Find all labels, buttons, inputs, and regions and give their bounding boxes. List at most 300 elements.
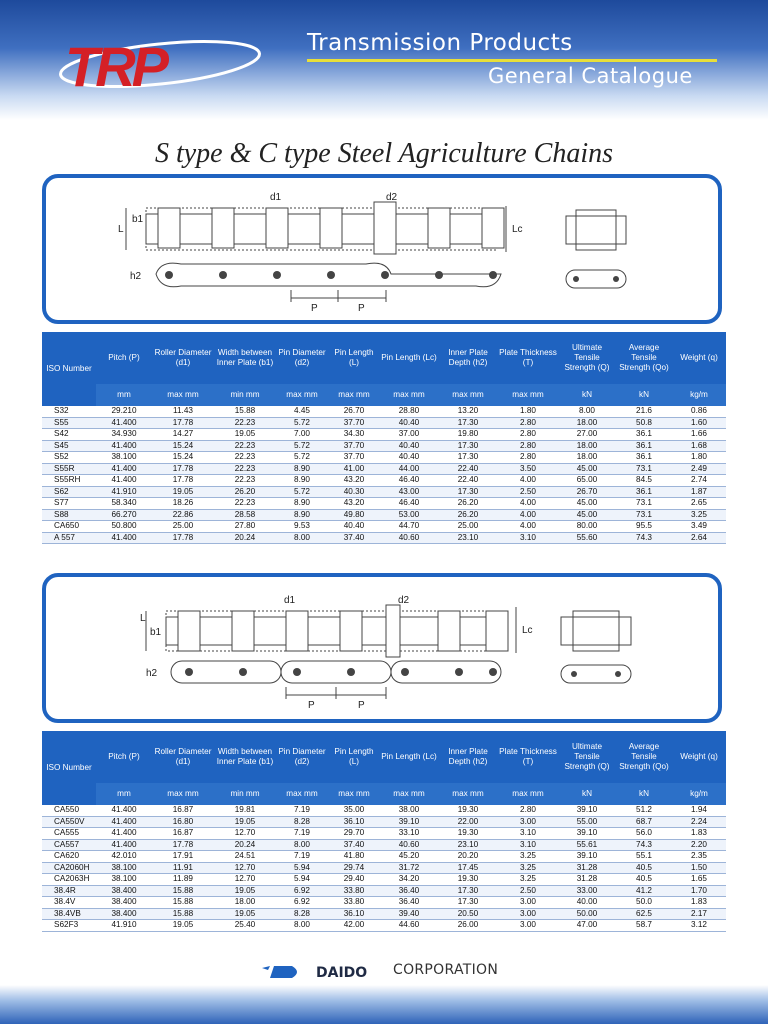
table-cell: 36.1 (616, 486, 672, 498)
col-inner: Inner Plate Depth (h2) (438, 731, 498, 783)
table-cell: 73.1 (616, 498, 672, 510)
label-d2: d2 (398, 595, 410, 606)
col-pitch: Pitch (P) (96, 332, 152, 384)
iso-number-cell: S55 (42, 417, 96, 429)
c-type-chain-drawing (46, 577, 722, 723)
col-plate: Plate Thickness (T) (498, 332, 558, 384)
table-cell: 8.90 (276, 475, 328, 487)
col-roller: Roller Diameter (d1) (152, 332, 214, 384)
iso-number-cell: S62 (42, 486, 96, 498)
table-cell: 38.400 (96, 897, 152, 909)
table-cell: 45.20 (380, 851, 438, 863)
footer-brand: DAIDO (316, 965, 368, 981)
table-cell: 50.8 (616, 417, 672, 429)
table-cell: 2.65 (672, 498, 726, 510)
table-cell: 19.05 (214, 429, 276, 441)
col-width: Width between Inner Plate (b1) (214, 731, 276, 783)
table-cell: 8.00 (276, 839, 328, 851)
table-cell: 12.70 (214, 828, 276, 840)
label-d1: d1 (270, 192, 282, 203)
table-cell: 40.40 (380, 440, 438, 452)
table-cell: 35.00 (328, 805, 380, 816)
table-cell: 3.00 (498, 908, 558, 920)
table-cell: 31.28 (558, 874, 616, 886)
table-cell: 38.100 (96, 862, 152, 874)
table-cell: 4.00 (498, 509, 558, 521)
table-cell: 47.00 (558, 920, 616, 932)
table-cell: 5.94 (276, 862, 328, 874)
label-l: L (118, 224, 124, 235)
table-cell: 41.400 (96, 828, 152, 840)
unit-cell: max mm (498, 783, 558, 805)
table-cell: 41.400 (96, 805, 152, 816)
table-cell: 17.78 (152, 417, 214, 429)
table-cell: 14.27 (152, 429, 214, 441)
table-cell: 36.40 (380, 897, 438, 909)
table-cell: 2.17 (672, 908, 726, 920)
table-cell: 17.78 (152, 463, 214, 475)
table-cell: 38.400 (96, 885, 152, 897)
table-cell: 18.00 (214, 897, 276, 909)
unit-cell: min mm (214, 384, 276, 406)
iso-number-cell: S55R (42, 463, 96, 475)
table-cell: 37.00 (380, 429, 438, 441)
table-cell: 15.88 (214, 406, 276, 417)
table-cell: 27.80 (214, 521, 276, 533)
table-cell: 22.23 (214, 440, 276, 452)
table-cell: 65.00 (558, 475, 616, 487)
table-cell: 1.50 (672, 862, 726, 874)
table-cell: 26.20 (438, 509, 498, 521)
page-title: S type & C type Steel Agriculture Chains (154, 138, 614, 169)
table-cell: 8.28 (276, 908, 328, 920)
table-cell: 3.49 (672, 521, 726, 533)
label-h2: h2 (146, 668, 158, 679)
diagram-c-type (42, 573, 722, 723)
table-cell: 37.70 (328, 452, 380, 464)
table-cell: 22.86 (152, 509, 214, 521)
table-cell: 41.00 (328, 463, 380, 475)
unit-cell: max mm (152, 783, 214, 805)
table-cell: 19.05 (214, 885, 276, 897)
iso-number-cell: S55RH (42, 475, 96, 487)
table-row (42, 509, 726, 521)
table-cell: 16.87 (152, 805, 214, 816)
table-cell: 42.00 (328, 920, 380, 932)
table-cell: 45.00 (558, 498, 616, 510)
table-row (42, 532, 726, 544)
iso-number-cell: CA557 (42, 839, 96, 851)
table-cell: 20.24 (214, 839, 276, 851)
table-cell: 68.7 (616, 816, 672, 828)
table-cell: 22.23 (214, 463, 276, 475)
table-cell: 7.19 (276, 805, 328, 816)
table-cell: 4.00 (498, 521, 558, 533)
table-cell: 17.91 (152, 851, 214, 863)
label-d2: d2 (386, 192, 398, 203)
table-cell: 17.30 (438, 897, 498, 909)
trp-logo (55, 34, 265, 94)
table-cell: 8.90 (276, 498, 328, 510)
table-cell: 8.00 (558, 406, 616, 417)
table-cell: 56.0 (616, 828, 672, 840)
table-cell: 41.400 (96, 816, 152, 828)
table-cell: 29.70 (328, 828, 380, 840)
table-cell: 2.35 (672, 851, 726, 863)
table-cell: 29.74 (328, 862, 380, 874)
col-inner: Inner Plate Depth (h2) (438, 332, 498, 384)
table-cell: 2.20 (672, 839, 726, 851)
table-row (42, 920, 726, 932)
table-cell: 80.00 (558, 521, 616, 533)
table-row (42, 862, 726, 874)
table-cell: 22.00 (438, 816, 498, 828)
table-cell: 5.72 (276, 486, 328, 498)
table-cell: 3.25 (498, 874, 558, 886)
table-cell: 28.80 (380, 406, 438, 417)
label-b1: b1 (150, 627, 162, 638)
table-cell: 36.10 (328, 816, 380, 828)
table-cell: 36.1 (616, 429, 672, 441)
table-cell: 40.40 (380, 452, 438, 464)
table-cell: 39.40 (380, 908, 438, 920)
iso-number-cell: CA550V (42, 816, 96, 828)
table-cell: 74.3 (616, 839, 672, 851)
table-cell: 38.00 (380, 805, 438, 816)
table-body-s (42, 406, 726, 544)
table-cell: 19.05 (152, 920, 214, 932)
table-cell: 19.30 (438, 874, 498, 886)
table-cell: 74.3 (616, 532, 672, 544)
col-roller: Roller Diameter (d1) (152, 731, 214, 783)
table-cell: 1.70 (672, 885, 726, 897)
unit-cell: max mm (328, 384, 380, 406)
table-cell: 39.10 (558, 805, 616, 816)
table-cell: 17.30 (438, 885, 498, 897)
table-cell: 38.100 (96, 874, 152, 886)
col-avg: Average Tensile Strength (Qo) (616, 731, 672, 783)
col-pin-lc: Pin Length (Lc) (380, 731, 438, 783)
table-cell: 7.19 (276, 828, 328, 840)
table-cell: 37.70 (328, 440, 380, 452)
iso-number-cell: S32 (42, 406, 96, 417)
table-cell: 5.72 (276, 452, 328, 464)
table-cell: 43.20 (328, 498, 380, 510)
table-cell: 36.1 (616, 440, 672, 452)
iso-number-cell: CA2063H (42, 874, 96, 886)
table-cell: 1.60 (672, 417, 726, 429)
table-cell: 16.80 (152, 816, 214, 828)
table-cell: 31.72 (380, 862, 438, 874)
table-cell: 2.80 (498, 440, 558, 452)
table-cell: 1.65 (672, 874, 726, 886)
table-row (42, 908, 726, 920)
table-cell: 18.00 (558, 440, 616, 452)
table-cell: 2.50 (498, 486, 558, 498)
table-cell: 40.5 (616, 874, 672, 886)
table-cell: 3.00 (498, 920, 558, 932)
col-ult: Ultimate Tensile Strength (Q) (558, 731, 616, 783)
table-row (42, 521, 726, 533)
table-cell: 15.24 (152, 452, 214, 464)
col-pin-l: Pin Length (L) (328, 332, 380, 384)
iso-number-cell: CA2060H (42, 862, 96, 874)
table-cell: 34.930 (96, 429, 152, 441)
table-cell: 43.20 (328, 475, 380, 487)
table-cell: 0.86 (672, 406, 726, 417)
table-cell: 29.210 (96, 406, 152, 417)
table-cell: 40.60 (380, 532, 438, 544)
col-pin-lc: Pin Length (Lc) (380, 332, 438, 384)
iso-number-cell: 38.4V (42, 897, 96, 909)
table-cell: 51.2 (616, 805, 672, 816)
table-cell: 2.80 (498, 429, 558, 441)
table-cell: 49.80 (328, 509, 380, 521)
table-cell: 19.81 (214, 805, 276, 816)
unit-cell: kN (558, 783, 616, 805)
iso-number-cell: S62F3 (42, 920, 96, 932)
table-cell: 41.400 (96, 463, 152, 475)
table-cell: 17.30 (438, 452, 498, 464)
table-cell: 3.25 (672, 509, 726, 521)
table-cell: 34.20 (380, 874, 438, 886)
table-row (42, 885, 726, 897)
iso-number-cell: A 557 (42, 532, 96, 544)
table-cell: 55.61 (558, 839, 616, 851)
table-row (42, 851, 726, 863)
unit-cell: kN (616, 384, 672, 406)
table-cell: 5.94 (276, 874, 328, 886)
table-cell: 18.26 (152, 498, 214, 510)
table-cell: 39.10 (380, 816, 438, 828)
table-cell: 7.19 (276, 851, 328, 863)
col-weight: Weight (q) (672, 332, 726, 384)
table-cell: 66.270 (96, 509, 152, 521)
table-cell: 4.45 (276, 406, 328, 417)
table-cell: 73.1 (616, 509, 672, 521)
table-cell: 41.80 (328, 851, 380, 863)
table-cell: 20.24 (214, 532, 276, 544)
table-cell: 36.40 (380, 885, 438, 897)
table-cell: 22.40 (438, 463, 498, 475)
table-cell: 19.05 (214, 908, 276, 920)
table-cell: 28.58 (214, 509, 276, 521)
table-cell: 19.80 (438, 429, 498, 441)
table-cell: 50.0 (616, 897, 672, 909)
table-cell: 3.50 (498, 463, 558, 475)
iso-number-cell: S88 (42, 509, 96, 521)
table-cell: 41.400 (96, 440, 152, 452)
table-cell: 23.10 (438, 839, 498, 851)
table-cell: 44.00 (380, 463, 438, 475)
table-cell: 45.00 (558, 463, 616, 475)
table-row (42, 417, 726, 429)
table-cell: 19.05 (152, 486, 214, 498)
table-cell: 2.80 (498, 805, 558, 816)
table-cell: 46.40 (380, 498, 438, 510)
unit-cell: max mm (438, 783, 498, 805)
table-cell: 38.400 (96, 908, 152, 920)
unit-cell: mm (96, 783, 152, 805)
table-cell: 26.00 (438, 920, 498, 932)
table-row (42, 897, 726, 909)
col-pitch: Pitch (P) (96, 731, 152, 783)
table-cell: 33.00 (558, 885, 616, 897)
header-title: Transmission Products (307, 30, 573, 56)
col-pin-d: Pin Diameter (d2) (276, 332, 328, 384)
col-avg: Average Tensile Strength (Qo) (616, 332, 672, 384)
unit-cell: max mm (276, 783, 328, 805)
table-cell: 20.50 (438, 908, 498, 920)
table-cell: 41.400 (96, 532, 152, 544)
table-cell: 25.00 (152, 521, 214, 533)
table-cell: 8.90 (276, 509, 328, 521)
table-cell: 17.45 (438, 862, 498, 874)
table-cell: 3.12 (672, 920, 726, 932)
table-cell: 36.1 (616, 452, 672, 464)
table-cell: 1.83 (672, 897, 726, 909)
header-rule (307, 59, 717, 62)
label-h2: h2 (130, 271, 142, 282)
table-cell: 46.40 (380, 475, 438, 487)
table-cell: 11.43 (152, 406, 214, 417)
table-cell: 19.05 (214, 816, 276, 828)
table-cell: 6.92 (276, 897, 328, 909)
unit-cell: max mm (380, 384, 438, 406)
unit-cell: min mm (214, 783, 276, 805)
unit-cell: max mm (276, 384, 328, 406)
col-weight: Weight (q) (672, 731, 726, 783)
unit-cell: mm (96, 384, 152, 406)
table-cell: 26.20 (214, 486, 276, 498)
table-row (42, 498, 726, 510)
table-cell: 22.23 (214, 498, 276, 510)
table-cell: 41.400 (96, 475, 152, 487)
table-cell: 34.30 (328, 429, 380, 441)
table-cell: 20.20 (438, 851, 498, 863)
table-cell: 5.72 (276, 417, 328, 429)
table-cell: 27.00 (558, 429, 616, 441)
table-cell: 50.00 (558, 908, 616, 920)
table-cell: 38.100 (96, 452, 152, 464)
table-cell: 3.10 (498, 828, 558, 840)
table-cell: 19.30 (438, 828, 498, 840)
table-cell: 12.70 (214, 874, 276, 886)
table-row (42, 874, 726, 886)
table-cell: 11.91 (152, 862, 214, 874)
table-cell: 8.00 (276, 920, 328, 932)
diagram-s-type (42, 174, 722, 324)
table-cell: 11.89 (152, 874, 214, 886)
table-cell: 8.00 (276, 532, 328, 544)
table-cell: 2.80 (498, 452, 558, 464)
iso-number-cell: S45 (42, 440, 96, 452)
iso-number-cell: 38.4R (42, 885, 96, 897)
col-pin-l: Pin Length (L) (328, 731, 380, 783)
table-cell: 39.10 (558, 828, 616, 840)
s-type-chain-drawing (46, 178, 722, 324)
table-row (42, 406, 726, 417)
table-cell: 50.800 (96, 521, 152, 533)
table-cell: 26.20 (438, 498, 498, 510)
table-cell: 40.5 (616, 862, 672, 874)
iso-number-cell: S77 (42, 498, 96, 510)
table-row (42, 452, 726, 464)
table-cell: 15.88 (152, 885, 214, 897)
table-cell: 6.92 (276, 885, 328, 897)
header-banner (0, 0, 768, 120)
table-cell: 39.10 (558, 851, 616, 863)
table-cell: 15.88 (152, 908, 214, 920)
table-cell: 42.010 (96, 851, 152, 863)
table-row (42, 816, 726, 828)
col-ult: Ultimate Tensile Strength (Q) (558, 332, 616, 384)
table-cell: 1.68 (672, 440, 726, 452)
table-cell: 62.5 (616, 908, 672, 920)
table-cell: 22.23 (214, 417, 276, 429)
table-row (42, 429, 726, 441)
table-cell: 19.30 (438, 805, 498, 816)
table-cell: 58.7 (616, 920, 672, 932)
table-cell: 3.00 (498, 816, 558, 828)
header-subtitle: General Catalogue (488, 64, 693, 88)
table-cell: 40.40 (328, 521, 380, 533)
label-d1: d1 (284, 595, 296, 606)
table-cell: 2.74 (672, 475, 726, 487)
table-cell: 3.25 (498, 851, 558, 863)
table-cell: 29.40 (328, 874, 380, 886)
table-cell: 25.00 (438, 521, 498, 533)
table-cell: 41.910 (96, 920, 152, 932)
table-row (42, 839, 726, 851)
iso-number-cell: 38.4VB (42, 908, 96, 920)
table-cell: 3.25 (498, 862, 558, 874)
table-cell: 17.78 (152, 532, 214, 544)
table-cell: 22.40 (438, 475, 498, 487)
iso-number-cell: S42 (42, 429, 96, 441)
label-l: L (140, 613, 146, 624)
table-cell: 26.70 (328, 406, 380, 417)
table-cell: 2.64 (672, 532, 726, 544)
table-cell: 58.340 (96, 498, 152, 510)
unit-cell: kg/m (672, 384, 726, 406)
label-p-2: P (358, 700, 365, 711)
table-cell: 44.70 (380, 521, 438, 533)
table-cell: 45.00 (558, 509, 616, 521)
table-row (42, 463, 726, 475)
table-cell: 84.5 (616, 475, 672, 487)
table-cell: 16.87 (152, 828, 214, 840)
table-body-c (42, 805, 726, 931)
table-row (42, 828, 726, 840)
unit-cell: kg/m (672, 783, 726, 805)
table-cell: 41.910 (96, 486, 152, 498)
col-iso: ISO Number (42, 731, 96, 805)
label-lc: Lc (522, 625, 533, 636)
table-cell: 41.400 (96, 839, 152, 851)
table-cell: 2.80 (498, 417, 558, 429)
col-pin-d: Pin Diameter (d2) (276, 731, 328, 783)
label-b1: b1 (132, 214, 144, 225)
table-cell: 33.10 (380, 828, 438, 840)
table-cell: 1.87 (672, 486, 726, 498)
col-plate: Plate Thickness (T) (498, 731, 558, 783)
table-cell: 17.30 (438, 417, 498, 429)
table-cell: 55.00 (558, 816, 616, 828)
table-cell: 40.30 (328, 486, 380, 498)
table-cell: 40.40 (380, 417, 438, 429)
table-cell: 15.24 (152, 440, 214, 452)
